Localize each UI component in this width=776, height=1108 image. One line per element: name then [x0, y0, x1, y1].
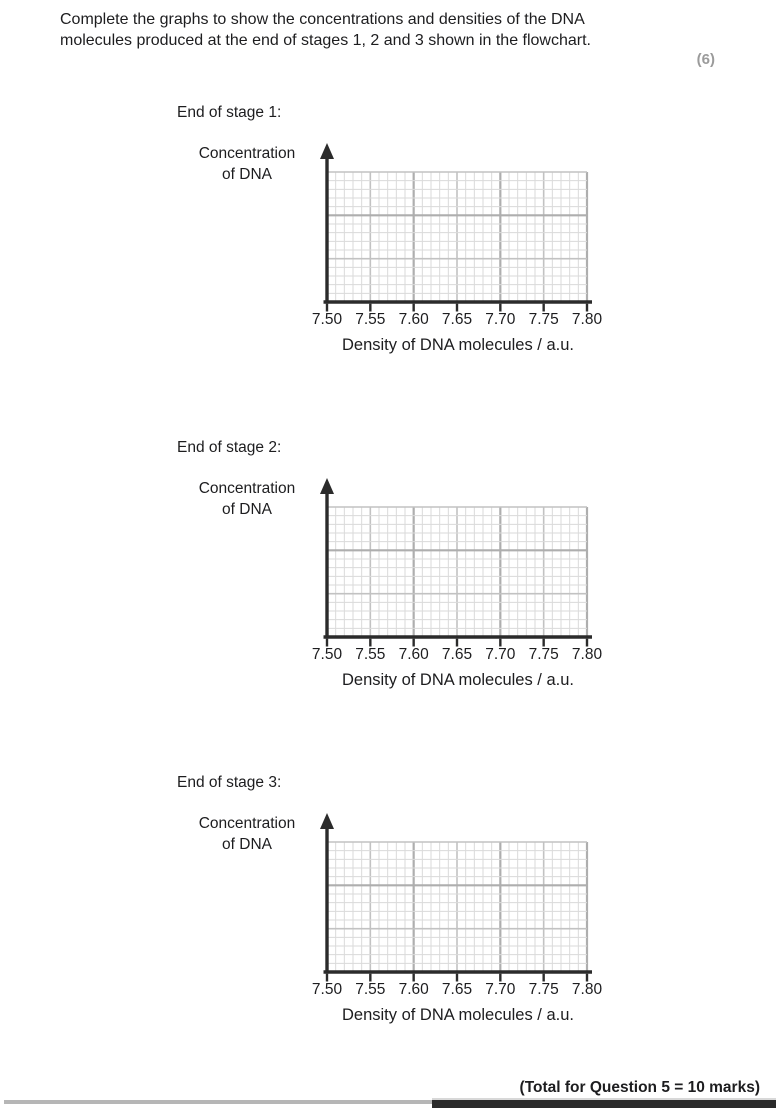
stage-2-plot-area[interactable]	[312, 475, 604, 651]
x-tick-label: 7.65	[441, 981, 473, 998]
stage-1-plot-area[interactable]	[312, 140, 604, 316]
x-tick-label: 7.65	[441, 311, 473, 328]
x-tick-label: 7.60	[398, 311, 429, 328]
stage-2-label: End of stage 2:	[177, 439, 282, 456]
x-tick-label: 7.70	[485, 981, 516, 998]
y-axis-label-line2: of DNA	[222, 501, 272, 518]
y-axis-arrow-icon	[320, 143, 334, 159]
x-tick-label: 7.50	[311, 646, 343, 663]
x-tick-label: 7.65	[441, 646, 473, 663]
x-tick-label: 7.70	[485, 311, 516, 328]
x-tick-label: 7.70	[485, 646, 516, 663]
question-prompt-line1: Complete the graphs to show the concentrations and densities of the DNA	[60, 11, 585, 28]
x-tick-label: 7.75	[528, 981, 559, 998]
stage-1-label: End of stage 1:	[177, 104, 282, 121]
stage-2-graph	[0, 435, 776, 705]
footer-progress-bar	[432, 1098, 776, 1108]
y-axis-label	[183, 143, 311, 185]
x-tick-label: 7.60	[398, 646, 429, 663]
x-tick-label: 7.55	[355, 311, 386, 328]
stage-3-graph	[0, 770, 776, 1040]
x-axis-title: Density of DNA molecules / a.u.	[341, 336, 574, 354]
y-axis-label	[183, 813, 311, 855]
x-tick-label: 7.60	[398, 981, 429, 998]
stage-3-plot-area[interactable]	[312, 810, 604, 986]
question-prompt-line2: molecules produced at the end of stages 1, 2 and 3 shown in the flowchart.	[60, 32, 591, 49]
x-tick-label: 7.80	[571, 311, 603, 328]
x-tick-label: 7.55	[355, 646, 386, 663]
x-tick-label: 7.75	[528, 311, 559, 328]
x-axis-title: Density of DNA molecules / a.u.	[341, 671, 574, 689]
y-axis-label-line1: Concentration	[198, 815, 296, 832]
stage-1-graph	[0, 100, 776, 370]
x-tick-label: 7.50	[311, 311, 343, 328]
question-prompt	[60, 9, 591, 51]
x-tick-label: 7.80	[571, 646, 603, 663]
x-tick-label: 7.75	[528, 646, 559, 663]
y-axis-label-line1: Concentration	[198, 145, 296, 162]
y-axis-label-line2: of DNA	[222, 836, 272, 853]
x-tick-label: 7.50	[311, 981, 343, 998]
x-tick-label: 7.80	[571, 981, 603, 998]
y-axis-label-line2: of DNA	[222, 166, 272, 183]
total-marks-text: (Total for Question 5 = 10 marks)	[519, 1079, 760, 1096]
x-axis-title: Density of DNA molecules / a.u.	[341, 1006, 574, 1024]
y-axis-label	[183, 478, 311, 520]
y-axis-arrow-icon	[320, 813, 334, 829]
y-axis-arrow-icon	[320, 478, 334, 494]
y-axis-label-line1: Concentration	[198, 480, 296, 497]
marks-badge: (6)	[696, 51, 715, 68]
stage-3-label: End of stage 3:	[177, 774, 282, 791]
x-tick-label: 7.55	[355, 981, 386, 998]
